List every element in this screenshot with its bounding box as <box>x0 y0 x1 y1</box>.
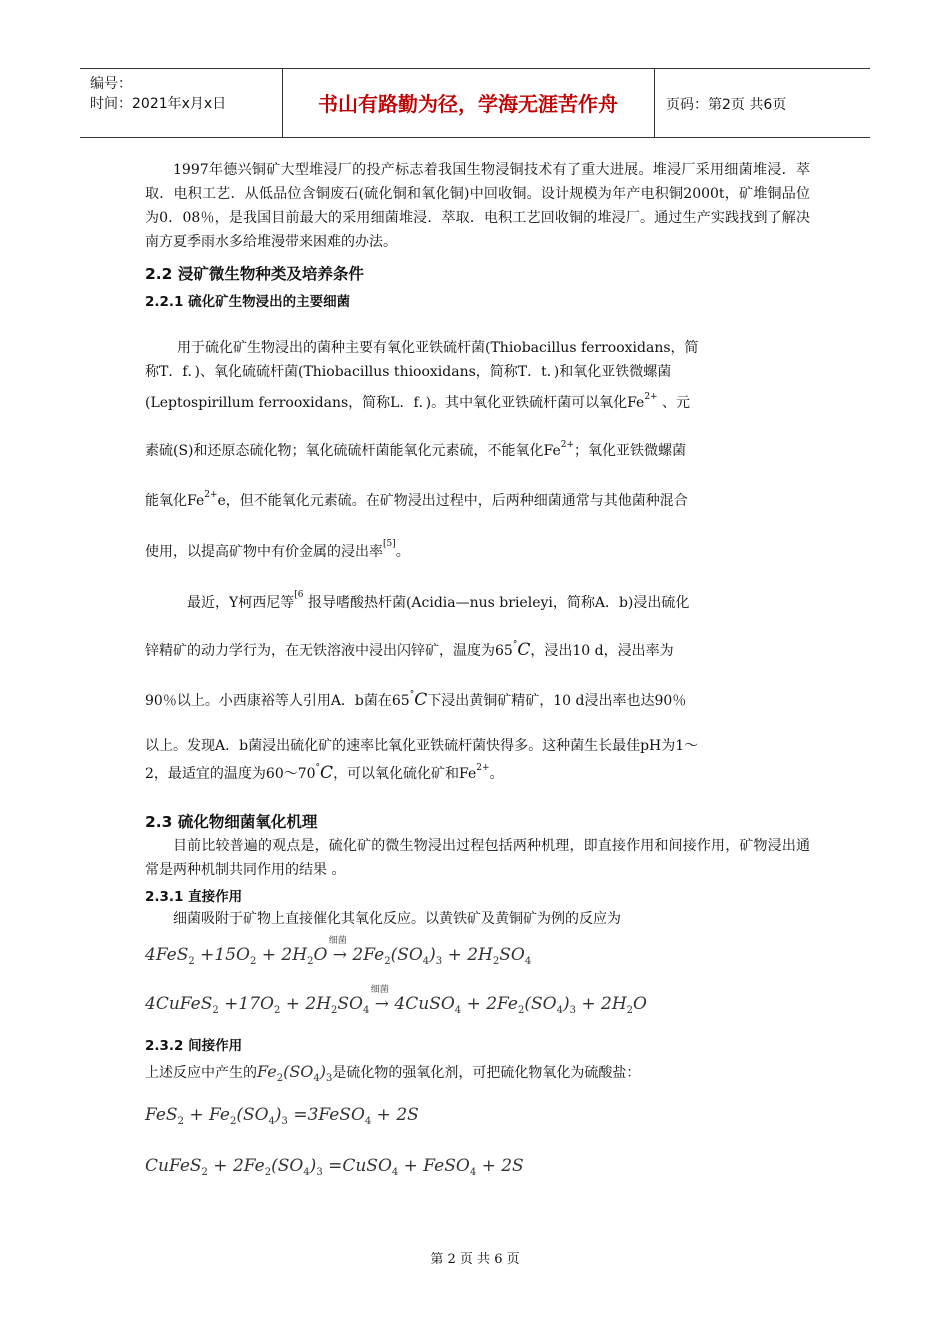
text-line: 锌精矿的动力学行为，在无铁溶液中浸出闪锌矿，温度为65°C，浸出10 d，浸出率为 <box>145 640 674 660</box>
equation-pyrite-ferric: $FeS_2 + Fe_2(SO_4)_3$ =3FeSO$_4$ + 2S <box>145 1105 419 1127</box>
text-line: 使用，以提高矿物中有价金属的浸出率[5]。 <box>145 539 410 560</box>
text-line: 能氧化$Fe^{2+}e$，但不能氧化元素硫。在矿物浸出过程中，后两种细菌通常与其他菌种混合 <box>145 490 688 509</box>
equation-chalcopyrite-oxidation: 4CuFeS$_2$ $+17O_2 + 2H_2SO_4$ → 细菌 4CuSO$_4$ + $2Fe_2(SO_4)_3 + 2H_2O$ <box>145 994 647 1016</box>
text-line: 最近，Y柯西尼等$^{[6}$ 报导嗜酸热杆菌(Acidia—nus brieleyi，简称A．b)浸出硫化 <box>187 590 690 611</box>
header-motto: 书山有路勤为径，学海无涯苦作舟 <box>282 69 655 137</box>
header-meta-cell <box>80 69 283 137</box>
section-heading-2-2: 2.2 浸矿微生物种类及培养条件 <box>145 265 364 283</box>
section-heading-2-2-1: 2.2.1 硫化矿生物浸出的主要细菌 <box>145 294 351 310</box>
date-label: 时间：2021年x月x日 <box>90 96 227 112</box>
citation: [5] <box>383 539 396 549</box>
arrow-label: 细菌 <box>328 936 347 946</box>
header-page-label: 页码：第2页 共6页 <box>666 97 787 113</box>
text-line: 2，最适宜的温度为60～70°C，可以氧化硫化矿和$Fe^{2+}$。 <box>145 763 504 783</box>
number-label: 编号： <box>90 76 132 92</box>
section-heading-2-3: 2.3 硫化物细菌氧化机理 <box>145 813 318 831</box>
equation-chalcopyrite-ferric: CuFeS$_2$ + $2Fe_2(SO_4)_3$ =CuSO$_4$ + FeSO$_4$ + 2S <box>145 1156 524 1178</box>
document-header <box>80 68 870 138</box>
section-heading-2-3-2: 2.3.2 间接作用 <box>145 1038 243 1054</box>
text-line: (Leptospirillum ferrooxidans，简称L．f．)。其中氧化亚铁硫杆菌可以氧化$Fe^{2+}$ 、元 <box>145 392 691 411</box>
arrow-label: 细菌 <box>370 985 389 995</box>
citation: [6 <box>294 590 304 600</box>
intro-paragraph: 1997年德兴铜矿大型堆浸厂的投产标志着我国生物浸铜技术有了重大进展。堆浸厂采用细菌堆浸．萃取．电积工艺．从低品位含铜废石(硫化铜和氧化铜)中回收铜。设计规模为年产电积铜2000t，矿堆铜品位为0．08％，是我国目前最大的采用细菌堆浸．萃取．电积工艺回收铜的堆浸厂。通过生产实践找到了解决南方夏季雨水多给堆漫带来困难的办法。 <box>145 162 810 250</box>
text-line: 用于硫化矿生物浸出的菌种主要有氧化亚铁硫杆菌(Thiobacillus ferrooxidans，简 <box>177 340 699 356</box>
equation-pyrite-oxidation: $4FeS_2 +15O_2 + 2H_2O$ → 细菌 $2Fe_2(SO_4)_3 + 2H_2SO_4$ <box>145 945 531 967</box>
text-line: 以上。发现A．b菌浸出硫化矿的速率比氧化亚铁硫杆菌快得多。这种菌生长最佳pH为1～ <box>145 738 699 754</box>
direct-action-paragraph: 细菌吸附于矿物上直接催化其氧化反应。以黄铁矿及黄铜矿为例的反应为 <box>173 911 621 927</box>
text-line: 素硫(S)和还原态硫化物；氧化硫硫杆菌能氧化元素硫，不能氧化$Fe^{2+}$；氧化亚铁微螺菌 <box>145 440 687 459</box>
text-line: 90％以上。小西康裕等人引用A．b菌在65°C下浸出黄铜矿精矿，10 d浸出率也达90％ <box>145 690 687 710</box>
mechanism-paragraph: 目前比较普遍的观点是，硫化矿的微生物浸出过程包括两种机理，即直接作用和间接作用，矿物浸出通常是两种机制共同作用的结果 。 <box>145 838 810 878</box>
text-line: 称T．f．)、氧化硫硫杆菌(Thiobacillus thiooxidans，简称T．t．)和氧化亚铁微螺菌 <box>145 364 672 380</box>
section-heading-2-3-1: 2.3.1 直接作用 <box>145 889 243 905</box>
page-footer: 第 2 页 共 6 页 <box>430 1252 520 1267</box>
indirect-action-paragraph: 上述反应中产生的$Fe_2(SO_4)_3$是硫化物的强氧化剂，可把硫化物氧化为硫酸盐： <box>145 1062 641 1084</box>
